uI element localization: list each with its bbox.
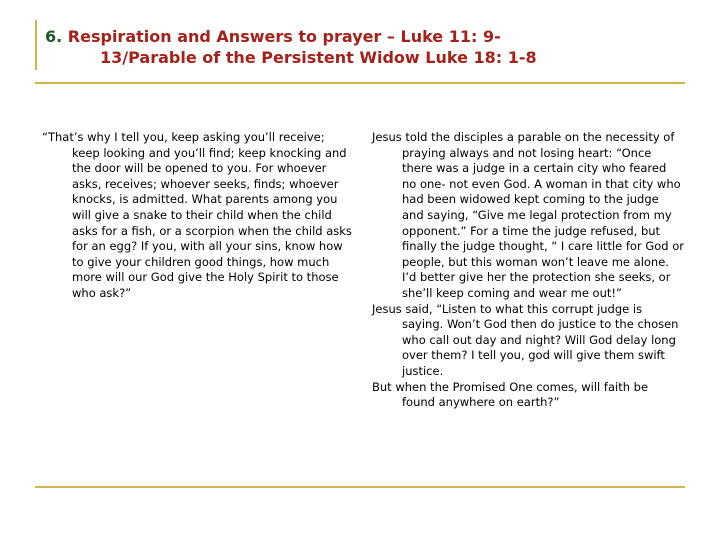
right-column <box>372 130 684 411</box>
footer-divider <box>35 486 685 488</box>
left-paragraph-1: “That’s why I tell you, keep asking you’ll receive; keep looking and you’ll find; keep knocking and the door will be opened to you. For whoever asks, receives; whoever seeks, finds; whoever knocks, is admitted. What parents among you will give a snake to their child when the child asks for a fish, or a scorpion when the child asks for an egg? If you, with all your sins, know how to give your children good things, how much more will our God give the Holy Spirit to those who ask?” <box>42 130 352 300</box>
right-paragraph-2: Jesus said, “Listen to what this corrupt judge is saying. Won’t God then do justice to the chosen who call out day and night? Will God delay long over them? I tell you, god will give them swift justice. <box>372 301 679 378</box>
right-paragraph-1: Jesus told the disciples a parable on the necessity of praying always and not losing heart: “Once there was a judge in a certain city who feared no one- not even God. A woman in that city who had been widowed kept coming to the judge and saying, “Give me legal protection from my opponent.” For a time the judge refused, but finally the judge thought, “ I care little for God or people, but this woman won’t leave me alone. I’d better give her the protection she seeks, or she’ll keep coming and wear me out!” <box>372 130 685 300</box>
left-column <box>42 130 354 302</box>
title-line-2: 13/Parable of the Persistent Widow Luke 18: 1-8 <box>100 48 537 67</box>
right-paragraph-3: But when the Promised One comes, will faith be found anywhere on earth?” <box>372 379 649 410</box>
title-number: 6. <box>45 27 63 46</box>
title-line-1: Respiration and Answers to prayer – Luke 11: 9- <box>67 27 501 46</box>
accent-vertical-bar <box>35 20 37 70</box>
slide-title <box>45 26 685 68</box>
title-divider <box>35 82 685 84</box>
